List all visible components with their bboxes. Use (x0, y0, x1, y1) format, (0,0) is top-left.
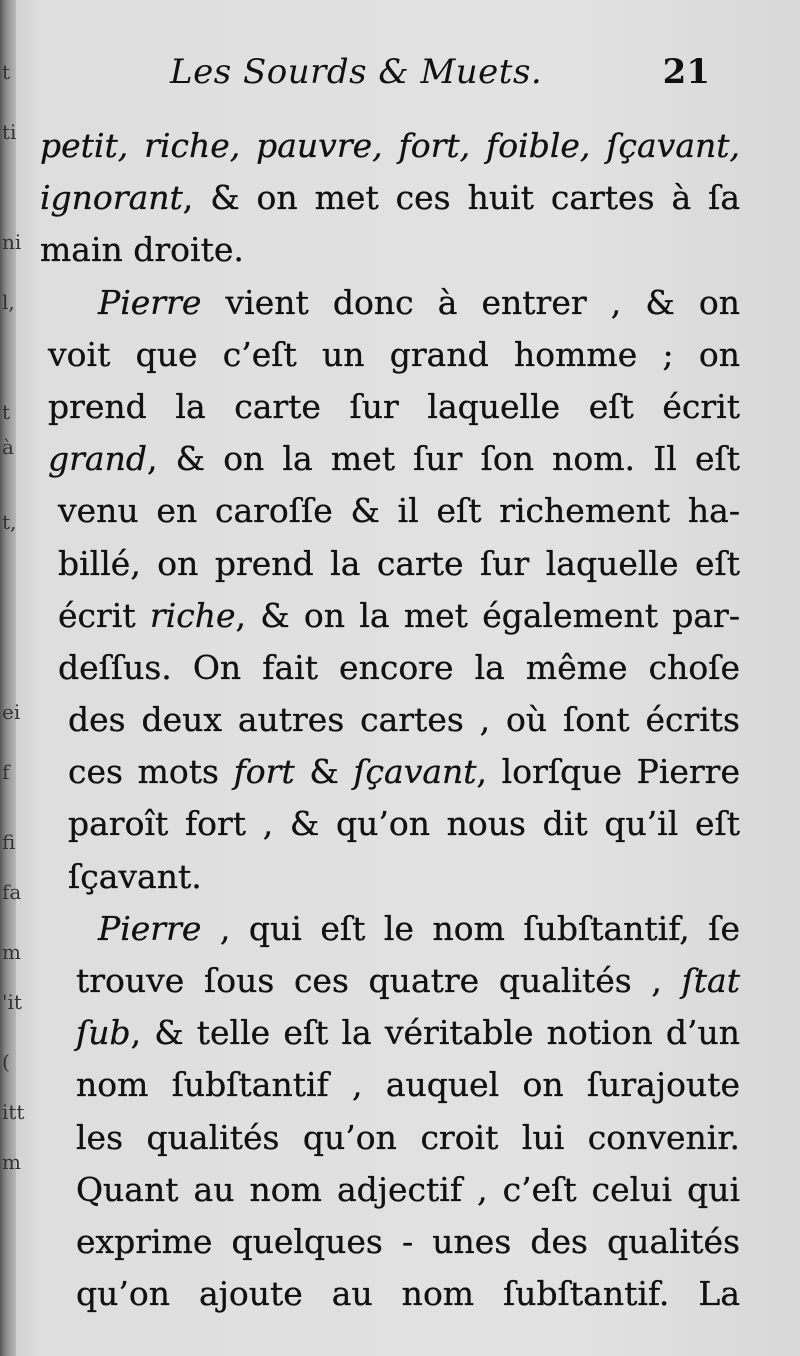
text-line (40, 955, 740, 1007)
text-line (40, 1112, 740, 1164)
body-text (40, 120, 740, 1320)
text-line (40, 642, 740, 694)
text-segment: les qualités qu’on croit lui convenir. (76, 1117, 740, 1157)
italic-text-segment: fort (233, 752, 295, 792)
text-segment: , & telle eſt la véritable notion d’un (130, 1013, 740, 1053)
margin-fragment: t, (2, 510, 17, 534)
page-header (170, 52, 730, 96)
text-line (40, 172, 740, 224)
text-segment: nom ſubſtantif , auquel on ſurajoute (76, 1065, 740, 1105)
italic-text-segment: grand (48, 439, 147, 479)
text-line (40, 485, 740, 537)
facing-page-margin-fragments (0, 60, 25, 1260)
italic-text-segment: ſub (76, 1013, 131, 1053)
italic-text-segment: ſtat (681, 961, 740, 1000)
margin-fragment: itt (2, 1100, 25, 1124)
italic-text-segment: Pierre (98, 908, 202, 948)
text-segment: ſçavant. (68, 856, 202, 896)
text-line (40, 851, 740, 903)
margin-fragment: fa (2, 880, 22, 904)
margin-fragment: ( (2, 1050, 10, 1074)
text-line (40, 224, 740, 276)
text-line (40, 381, 740, 433)
text-line (40, 538, 740, 590)
text-segment: des deux autres cartes , où ſont écrits (68, 700, 740, 740)
text-segment: qu’on ajoute au nom ſubſtantif. La (76, 1274, 740, 1314)
text-segment: paroît fort , & qu’on nous dit qu’il eſt (68, 804, 740, 844)
margin-fragment: m (2, 1150, 21, 1174)
text-line (40, 798, 740, 850)
text-segment: , lorſque Pierre (476, 752, 740, 792)
text-segment: , & on la met également par- (235, 595, 740, 635)
text-segment: trouve ſous ces quatre qualités , (76, 961, 682, 1000)
text-segment: voit que c’eſt un grand homme ; on (48, 334, 740, 374)
italic-text-segment: Pierre (98, 282, 202, 322)
margin-fragment: 'it (2, 990, 22, 1014)
text-line (40, 1216, 740, 1268)
text-line (40, 903, 740, 955)
margin-fragment: f (2, 760, 10, 784)
text-segment: , qui eſt le nom ſubſtantif, ſe (201, 908, 740, 948)
text-segment: Quant au nom adjectif , c’eſt celui qui (76, 1169, 740, 1209)
text-segment: prend la carte ſur laquelle eſt écrit (48, 386, 740, 426)
text-line (40, 277, 740, 329)
italic-text-segment: riche (149, 595, 236, 635)
text-segment: & (294, 752, 354, 792)
margin-fragment: à (2, 435, 14, 459)
margin-fragment: fi (2, 830, 16, 854)
text-line (40, 329, 740, 381)
text-segment: venu en caroſſe & il eſt richement ha- (58, 491, 740, 531)
text-line (40, 433, 740, 485)
margin-fragment: m (2, 940, 21, 964)
text-line (40, 1059, 740, 1111)
text-segment: ces mots (68, 752, 234, 792)
text-line (40, 1164, 740, 1216)
text-line (40, 120, 740, 172)
page-number: 21 (662, 52, 710, 92)
text-segment: exprime quelques - unes des qualités (76, 1221, 740, 1261)
text-line (40, 746, 740, 798)
text-segment: , & on la met ſur ſon nom. Il eſt (146, 439, 740, 479)
text-line (40, 1268, 740, 1320)
text-line (40, 590, 740, 642)
margin-fragment: ei (2, 700, 21, 724)
text-line (40, 1007, 740, 1059)
text-line (40, 694, 740, 746)
text-segment: deſſus. On fait encore la même choſe (58, 647, 740, 687)
text-segment: , & on met ces huit cartes à ſa (182, 178, 740, 218)
italic-text-segment: petit, riche, pauvre, fort, foible, ſçavant, (40, 126, 740, 165)
text-segment: main droite. (40, 230, 244, 270)
running-title: Les Sourds & Muets. (170, 52, 543, 92)
text-segment: billé, on prend la carte ſur laquelle eſt (58, 543, 740, 583)
margin-fragment: t (2, 400, 11, 424)
margin-fragment: ni (2, 230, 22, 254)
text-segment: écrit (58, 595, 150, 635)
margin-fragment: l, (2, 290, 15, 314)
text-segment: vient donc à entrer , & on (201, 282, 740, 322)
margin-fragment: ti (2, 120, 17, 144)
margin-fragment: t (2, 60, 11, 84)
italic-text-segment: ignorant (40, 178, 183, 218)
italic-text-segment: ſçavant (353, 752, 477, 792)
